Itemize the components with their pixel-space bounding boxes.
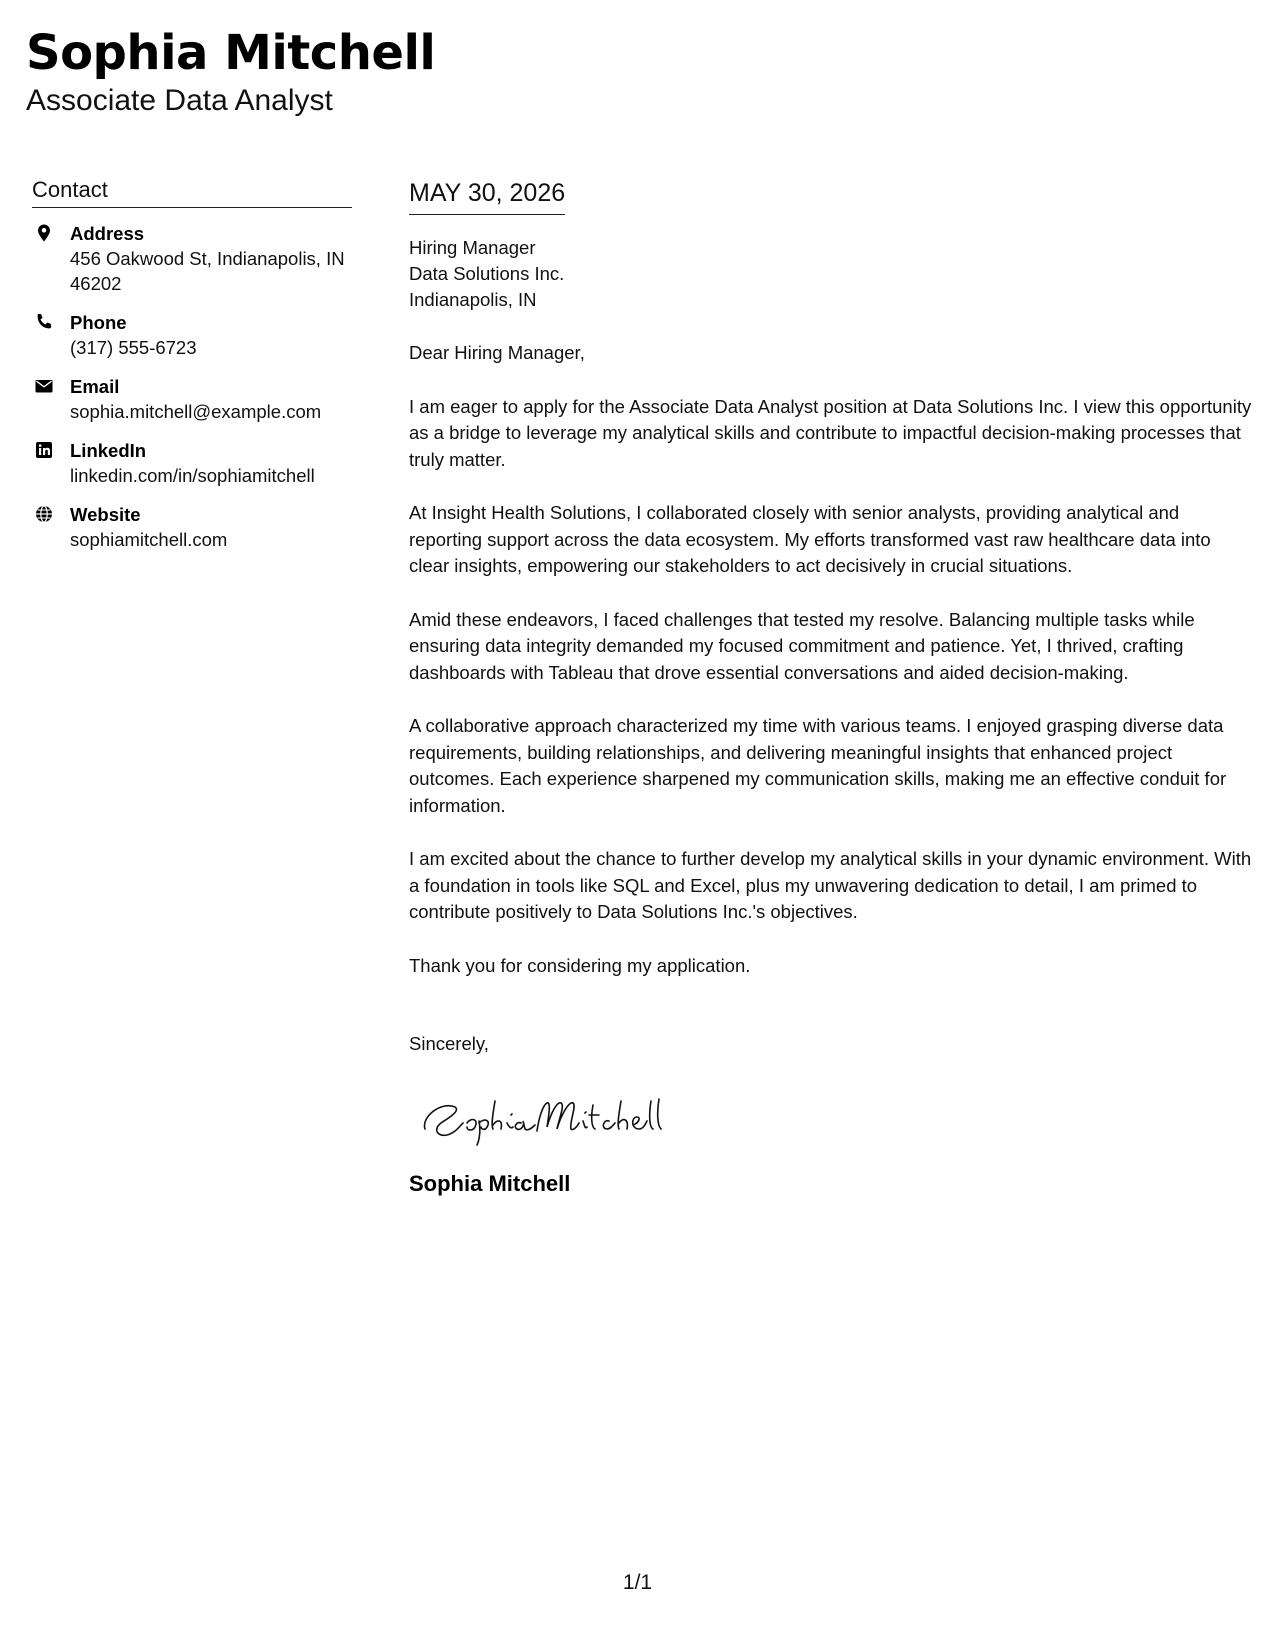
contact-address xyxy=(32,222,352,296)
contact-phone xyxy=(32,311,352,360)
salutation: Dear Hiring Manager, xyxy=(409,342,585,363)
globe-icon xyxy=(34,504,54,524)
contact-label: Email xyxy=(70,376,120,397)
contact-label: Address xyxy=(70,223,145,244)
contact-website xyxy=(32,503,352,552)
applicant-name: Sophia Mitchell xyxy=(26,25,436,81)
letter-paragraph: At Insight Health Solutions, I collaborated closely with senior analysts, providing analytical and reporting support across the data ecosystem. My efforts transformed vast raw healthcare data into clear insights, empowering our stakeholders to act decisively in crucial situations. xyxy=(409,502,1211,576)
handwritten-signature xyxy=(417,1087,667,1147)
recipient-line: Hiring Manager xyxy=(409,237,536,258)
linkedin-icon xyxy=(34,440,54,460)
contact-value: (317) 555-6723 xyxy=(70,337,197,358)
contact-sidebar xyxy=(32,176,352,567)
contact-value: 456 Oakwood St, Indianapolis, IN 46202 xyxy=(70,248,345,294)
signer-name: Sophia Mitchell xyxy=(409,1171,571,1196)
letter-paragraph: Amid these endeavors, I faced challenges that tested my resolve. Balancing multiple tasks while ensuring data integrity demanded my focused commitment and patience. Yet, I thrived, crafting dashboards with Tableau that drove essential conversations and aided decision-making. xyxy=(409,608,1195,683)
closing: Sincerely, xyxy=(409,1033,489,1054)
contact-heading: Contact xyxy=(32,176,352,208)
contact-label: LinkedIn xyxy=(70,440,147,461)
recipient-line: Data Solutions Inc. xyxy=(409,263,565,284)
contact-value: sophia.mitchell@example.com xyxy=(70,401,322,422)
letter-paragraph: Thank you for considering my application. xyxy=(409,954,751,976)
recipient-block xyxy=(409,235,1254,313)
letter-paragraph: A collaborative approach characterized my time with various teams. I enjoyed grasping diverse data requirements, building relationships, and delivering meaningful insights that enhanced project outcomes. Each experience sharpened my communication skills, making me an effective conduit for information. xyxy=(409,715,1227,816)
contact-label: Phone xyxy=(70,312,127,333)
contact-label: Website xyxy=(70,504,141,525)
envelope-icon xyxy=(34,376,54,396)
contact-value: sophiamitchell.com xyxy=(70,529,228,550)
contact-linkedin xyxy=(32,439,352,488)
contact-email xyxy=(32,375,352,424)
page-number: 1/1 xyxy=(622,1571,653,1594)
map-pin-icon xyxy=(34,223,54,243)
contact-list xyxy=(32,222,352,552)
recipient-line: Indianapolis, IN xyxy=(409,289,537,310)
letter-body xyxy=(409,176,1254,1198)
contact-value: linkedin.com/in/sophiamitchell xyxy=(70,465,315,486)
phone-icon xyxy=(34,312,54,332)
letter-paragraph: I am excited about the chance to further develop my analytical skills in your dynamic environment. With a foundation in tools like SQL and Excel, plus my unwavering dedication to detail, I am primed to contribute positively to Data Solutions Inc.'s objectives. xyxy=(409,848,1252,922)
applicant-title: Associate Data Analyst xyxy=(26,84,333,117)
letter-paragraph: I am eager to apply for the Associate Data Analyst position at Data Solutions Inc. I view this opportunity as a bridge to leverage my analytical skills and contribute to impactful decision-making processes that truly matter. xyxy=(409,395,1252,470)
letter-date: MAY 30, 2026 xyxy=(409,176,565,215)
letter-header xyxy=(26,22,435,118)
